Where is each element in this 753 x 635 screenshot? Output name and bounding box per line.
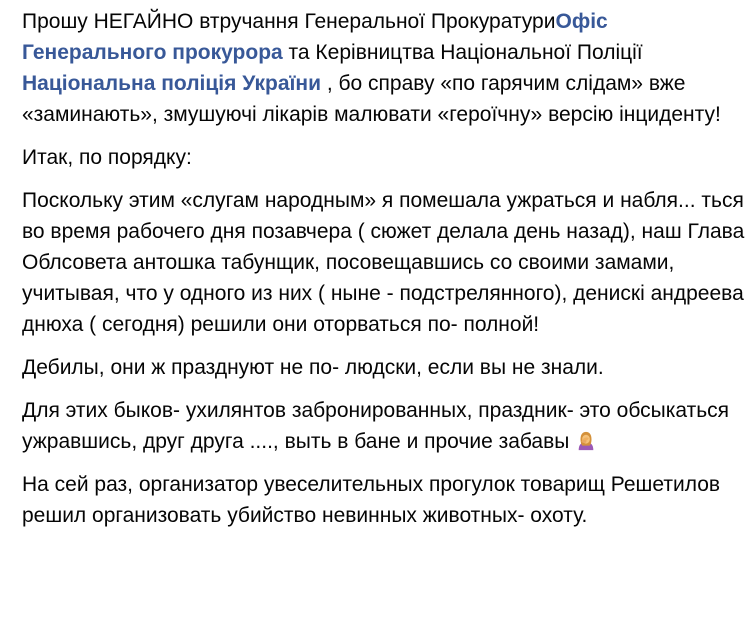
paragraph-text: Прошу НЕГАЙНО втручання Генеральної Прокуратури <box>22 10 556 33</box>
mention-national-police[interactable]: Національна поліція України <box>22 72 322 95</box>
paragraph-comment: Дебилы, они ж празднуют не по- людски, если вы не знали. <box>22 356 604 379</box>
paragraph-story: Поскольку этим «слугам народным» я помешала ужраться и набля... ться во время рабочего дня позавчера ( сюжет делала день назад), наш Глава Облсовета антошка табунщик, посовещавшись со своими замами, учитывая, что у одного из них ( ныне - подстрелянного), денискi андреева днюха ( сегодня) решили они оторваться по- полной! <box>22 189 745 336</box>
paragraph-text: та Керівництва Національної Поліції <box>282 41 643 64</box>
paragraph-text: Для этих быков- ухилянтов забронированных, праздник- это обсыкаться ужравшись, друг друга ...., выть в бане и прочие забавы <box>22 399 730 453</box>
paragraph-text: , бо справу «по гарячим слідам» вже «заминають», змушуючі лікарів малювати «героїчну» версію інциденту! <box>22 72 721 126</box>
mention-prosecutor-office[interactable]: Офіс Генерального прокурора <box>22 10 608 64</box>
paragraph-description <box>22 395 746 457</box>
paragraph-intro: Итак, по порядку: <box>22 146 192 169</box>
paragraph-hunt: На сей раз, организатор увеселительных прогулок товарищ Решетилов решил организовать убийство невинных животных- охоту. <box>22 473 721 527</box>
post-body <box>22 6 746 543</box>
woman-facepalming-emoji-icon <box>575 430 597 452</box>
paragraph-request <box>22 6 746 130</box>
